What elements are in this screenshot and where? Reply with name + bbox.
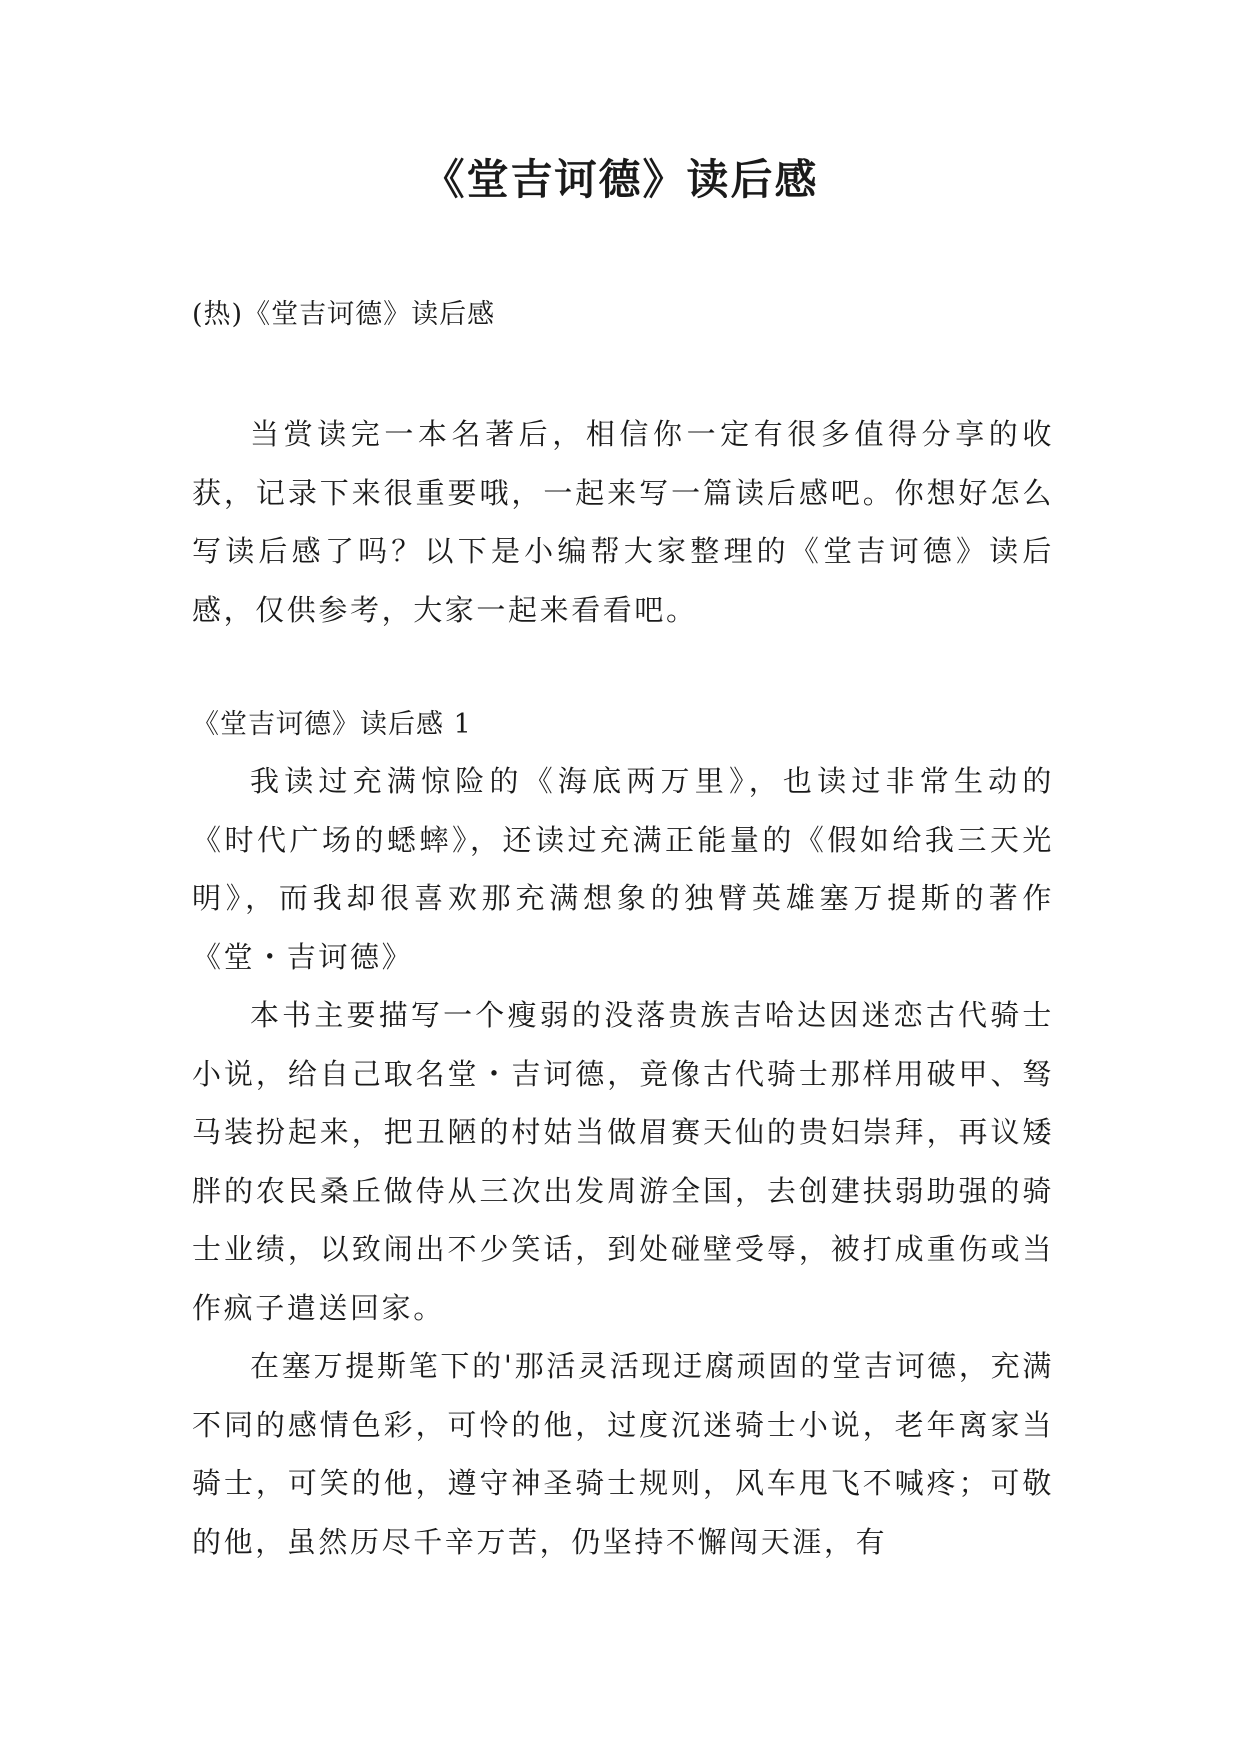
section-body [192,752,1054,1571]
body-paragraph: 我读过充满惊险的《海底两万里》，也读过非常生动的《时代广场的蟋蟀》，还读过充满正能量的《假如给我三天光明》，而我却很喜欢那充满想象的独臂英雄塞万提斯的著作《堂・吉诃德》 [192,764,1054,974]
intro-paragraph: 当赏读完一本名著后，相信你一定有很多值得分享的收获，记录下来很重要哦，一起来写一篇读后感吧。你想好怎么写读后感了吗？以下是小编帮大家整理的《堂吉诃德》读后感，仅供参考，大家一起来看看吧。 [192,417,1054,627]
intro-block [192,405,1054,639]
body-paragraph: 本书主要描写一个瘦弱的没落贵族吉哈达因迷恋古代骑士小说，给自己取名堂・吉诃德，竟像古代骑士那样用破甲、驽马装扮起来，把丑陋的村姑当做眉赛天仙的贵妇崇拜，再议矮胖的农民桑丘做侍从三次出发周游全国，去创建扶弱助强的骑士业绩，以致闹出不少笑话，到处碰壁受辱，被打成重伤或当作疯子遣送回家。 [192,998,1054,1325]
document-subtitle: (热)《堂吉诃德》读后感 [192,299,496,330]
body-paragraph: 在塞万提斯笔下的'那活灵活现迂腐顽固的堂吉诃德，充满不同的感情色彩，可怜的他，过度沉迷骑士小说，老年离家当骑士，可笑的他，遵守神圣骑士规则，风车甩飞不喊疼；可敬的他，虽然历尽千辛万苦，仍坚持不懈闯天涯，有 [192,1349,1054,1559]
document-title: 《堂吉诃德》读后感 [422,155,819,204]
section-heading: 《堂吉诃德》读后感 1 [192,709,472,740]
